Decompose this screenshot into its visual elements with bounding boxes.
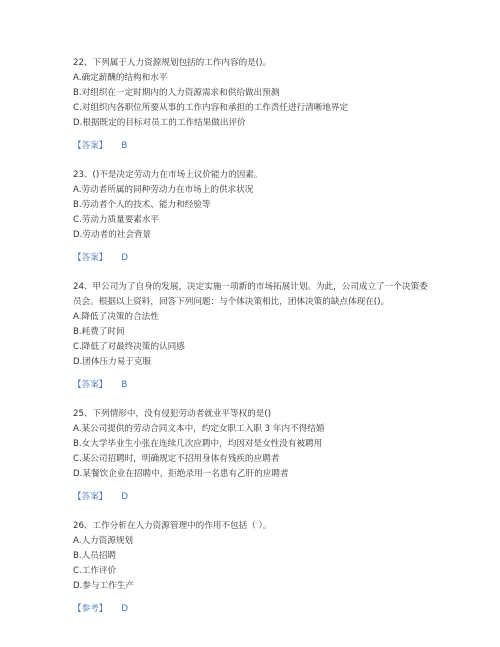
answer-label: 【参考】 [73, 604, 108, 614]
option-a: A.劳动者所属的同种劳动力在市场上的供求状况 [73, 185, 254, 195]
answer-label: 【答案】 [73, 253, 108, 263]
answer-value: D [121, 492, 129, 502]
answer-line [73, 490, 433, 505]
option-c: C.工作评价 [73, 566, 117, 576]
option-b: B.人员招聘 [73, 551, 117, 561]
question-23 [73, 168, 433, 266]
option-b: B.对组织在一定时期内的人力资源需求和供给做出预测 [73, 88, 280, 98]
answer-line [73, 602, 433, 617]
question-22 [73, 56, 433, 154]
answer-line [73, 139, 433, 154]
option-c: C.劳动力质量要素水平 [73, 215, 160, 225]
exam-page [73, 56, 433, 617]
question-stem: 26、工作分析在人力资源管理中的作用不包括（ ）。 [73, 521, 272, 531]
option-b: B.劳动者个人的技术、能力和经验等 [73, 200, 211, 210]
option-c: C.某公司招聘时，明确规定不招用身体有残疾的应聘者 [73, 454, 280, 464]
answer-line [73, 378, 433, 393]
option-b: B.女大学毕业生小张在连续几次应聘中，均因对是女性没有被聘用 [73, 439, 323, 449]
answer-value: B [121, 141, 128, 151]
answer-label: 【答案】 [73, 141, 108, 151]
answer-value: D [121, 604, 129, 614]
answer-value: B [121, 380, 128, 390]
option-a: A.某公司提供的劳动合同文本中，约定女职工入职 3 年内不得结婚 [73, 424, 325, 434]
question-stem: 23、()不是决定劳动力在市场上议价能力的因素。 [73, 170, 263, 180]
question-stem: 25、下列情形中，没有侵犯劳动者就业平等权的是() [73, 409, 272, 419]
question-24 [73, 280, 433, 393]
question-stem: 24、甲公司为了自身的发展，决定实施一项新的市场拓展计划。为此，公司成立了一个决策委员会。根据以上资料，回答下列问题：与个体决策相比，团体决策的缺点体现在()。 [73, 282, 428, 307]
option-a: A.确定薪酬的结构和水平 [73, 73, 168, 83]
option-d: D.某餐饮企业在招聘中，拒绝录用一名患有乙肝的应聘者 [73, 469, 289, 479]
option-d: D.根据既定的目标对员工的工作结果做出评价 [73, 118, 246, 128]
question-stem: 22、下列属于人力资源规划包括的工作内容的是()。 [73, 58, 272, 68]
option-a: A.降低了决策的合法性 [73, 312, 159, 322]
option-c: C.降低了对最终决策的认同感 [73, 342, 185, 352]
option-d: D.劳动者的社会背景 [73, 230, 152, 240]
option-d: D.团体压力易于克服 [73, 357, 152, 367]
question-25 [73, 407, 433, 505]
option-a: A.人力资源规划 [73, 536, 134, 546]
answer-label: 【答案】 [73, 380, 108, 390]
answer-value: D [121, 253, 129, 263]
answer-line [73, 251, 433, 266]
answer-label: 【答案】 [73, 492, 108, 502]
question-26 [73, 519, 433, 617]
option-d: D.参与工作生产 [73, 581, 134, 591]
option-c: C.对组织内各职位所要从事的工作内容和承担的工作责任进行清晰地界定 [73, 103, 349, 113]
option-b: B.耗费了时间 [73, 327, 125, 337]
